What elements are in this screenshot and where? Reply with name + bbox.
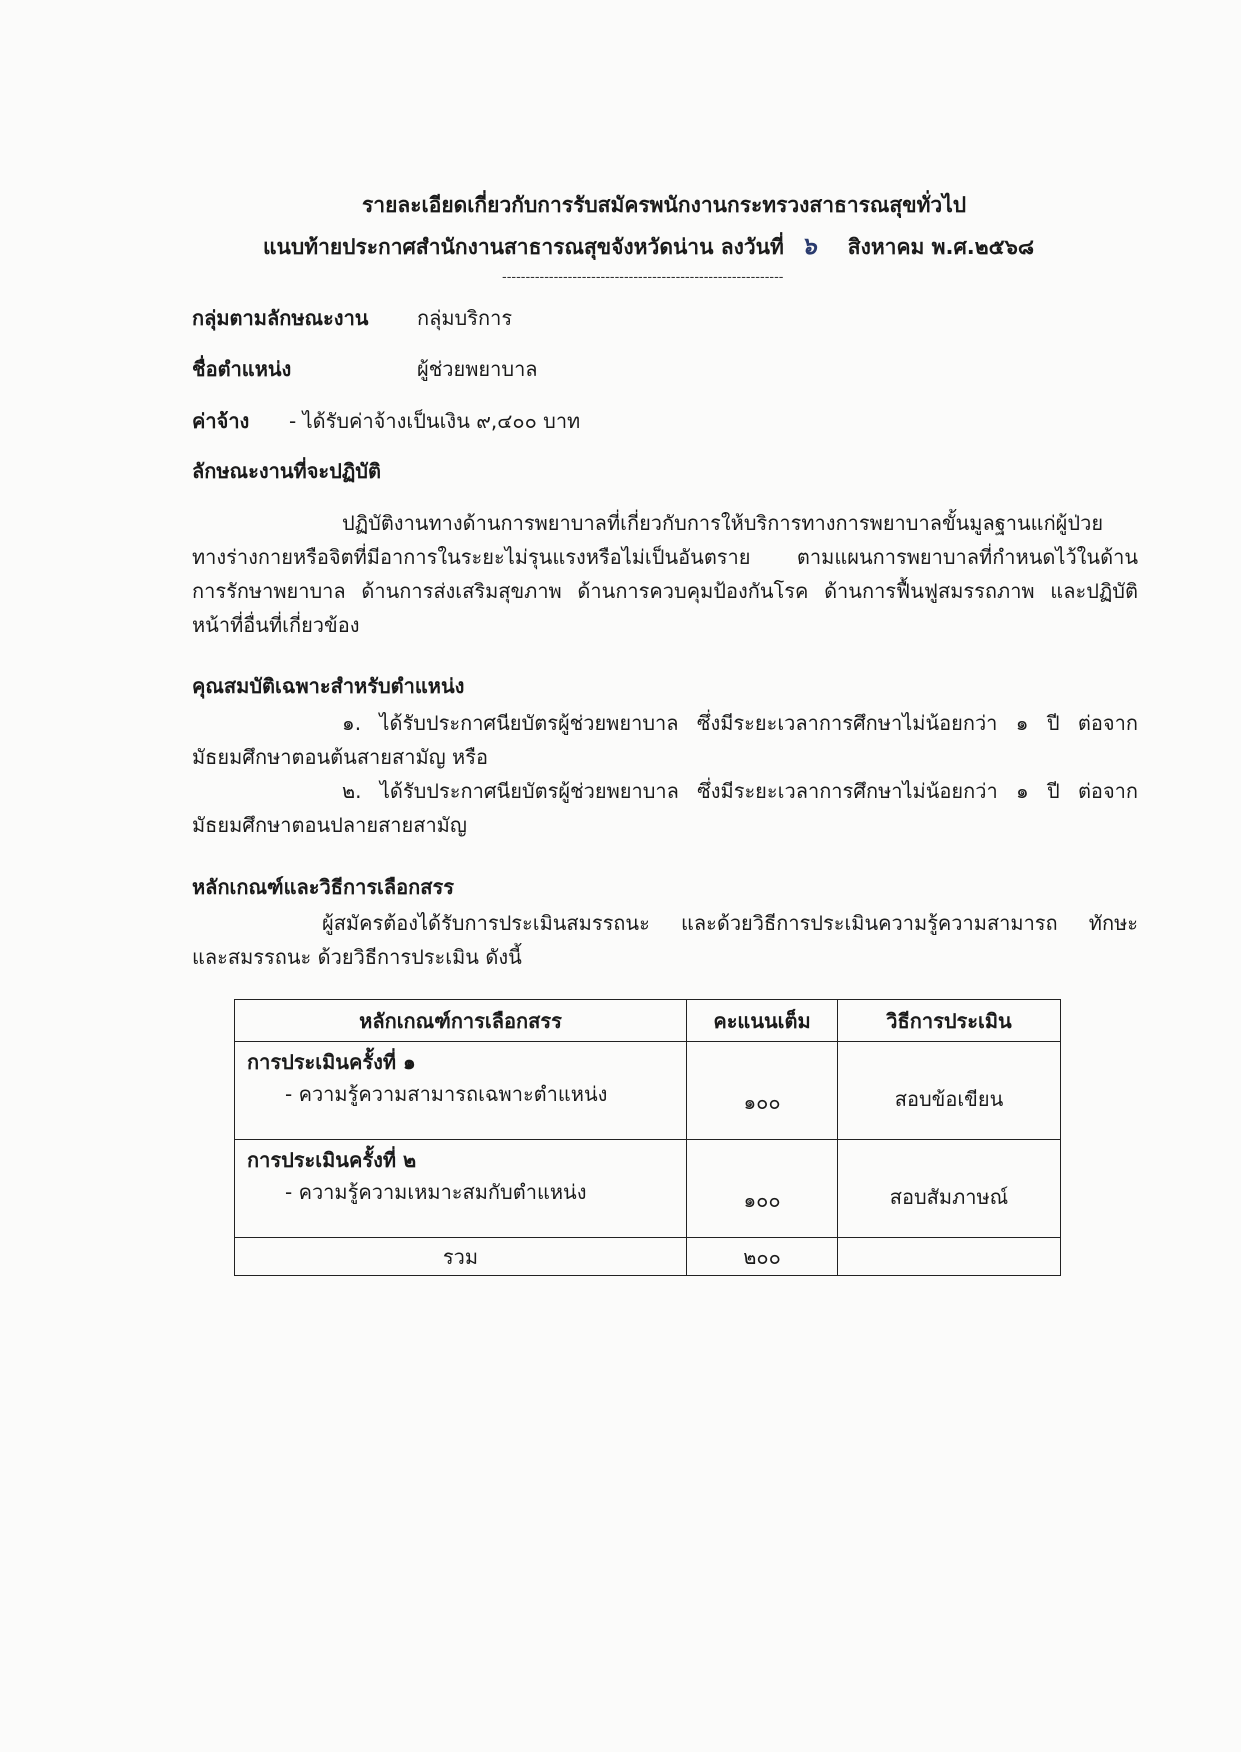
duties-line: ปฏิบัติงานทางด้านการพยาบาลที่เกี่ยวกับการให้บริการทางการพยาบาลขั้นมูลฐานแก่ผู้ป่วย [342,511,1104,535]
qualification-item-1-cont: มัธยมศึกษาตอนต้นสายสามัญ หรือ [192,745,488,769]
selection-heading: หลักเกณฑ์และวิธีการเลือกสรร [192,875,454,899]
total-score: ๒๐๐ [687,1238,838,1276]
duties-line: ทางร่างกายหรือจิตที่มีอาการในระยะไม่รุนแรงหรือไม่เป็นอันตราย ตามแผนการพยาบาลที่กำหนดไว้ในด้าน [192,545,1138,569]
table-row [235,1140,1061,1238]
doc-title-prefix: แนบท้ายประกาศสำนักงานสาธารณสุขจังหวัดน่าน ลงวันที่ [263,235,784,259]
doc-title-suffix: สิงหาคม พ.ศ.๒๕๖๘ [847,235,1035,259]
selection-line: ผู้สมัครต้องได้รับการประเมินสมรรถนะ และด้วยวิธีการประเมินความรู้ความสามารถ ทักษะ [322,911,1138,935]
criteria-table [234,999,1061,1276]
table-total-row [235,1238,1061,1276]
round-2-item: - ความรู้ความเหมาะสมกับตำแหน่ง [285,1180,587,1204]
separator: ------------------------------------------------------------ [502,270,784,285]
duties-line: หน้าที่อื่นที่เกี่ยวข้อง [192,613,360,637]
duties-heading: ลักษณะงานที่จะปฏิบัติ [192,459,381,483]
selection-line: และสมรรถนะ ด้วยวิธีการประเมิน ดังนี้ [192,945,522,969]
doc-title-line2 [263,226,1034,265]
selection-paragraph [192,906,1138,974]
position-value: ผู้ช่วยพยาบาล [417,357,538,381]
round-1-item: - ความรู้ความสามารถเฉพาะตำแหน่ง [285,1082,608,1106]
header-criteria: หลักเกณฑ์การเลือกสรร [235,1000,687,1042]
table-header-row [235,1000,1061,1042]
qualifications-list [192,706,1138,842]
qualification-item-2: ๒. ได้รับประกาศนียบัตรผู้ช่วยพยาบาล ซึ่งมีระยะเวลาการศึกษาไม่น้อยกว่า ๑ ปี ต่อจาก [342,779,1138,803]
round-1-method: สอบข้อเขียน [838,1042,1061,1140]
wage-value: - ได้รับค่าจ้างเป็นเงิน ๙,๔๐๐ บาท [289,409,581,433]
header-full-score: คะแนนเต็ม [687,1000,838,1042]
total-label: รวม [235,1238,687,1276]
qualifications-heading: คุณสมบัติเฉพาะสำหรับตำแหน่ง [192,674,465,698]
group-value: กลุ่มบริการ [417,306,513,330]
group-label: กลุ่มตามลักษณะงาน [192,306,369,330]
duties-line: การรักษาพยาบาล ด้านการส่งเสริมสุขภาพ ด้านการควบคุมป้องกันโรค ด้านการฟื้นฟูสมรรถภาพ และปฏิบัติ [192,579,1138,603]
position-label: ชื่อตำแหน่ง [192,357,292,381]
table-row [235,1042,1061,1140]
round-1-score: ๑๐๐ [687,1042,838,1140]
header-method: วิธีการประเมิน [838,1000,1061,1042]
duties-paragraph [192,506,1138,642]
round-2-method: สอบสัมภาษณ์ [838,1140,1061,1238]
wage-label: ค่าจ้าง [192,409,250,433]
qualification-item-1: ๑. ได้รับประกาศนียบัตรผู้ช่วยพยาบาล ซึ่งมีระยะเวลาการศึกษาไม่น้อยกว่า ๑ ปี ต่อจาก [342,711,1138,735]
round-2-score: ๑๐๐ [687,1140,838,1238]
round-2-title: การประเมินครั้งที่ ๒ [247,1148,417,1172]
round-1-title: การประเมินครั้งที่ ๑ [247,1050,416,1074]
doc-title-line1: รายละเอียดเกี่ยวกับการรับสมัครพนักงานกระทรวงสาธารณสุขทั่วไป [362,193,967,217]
round-2-cell [235,1140,687,1238]
round-1-cell [235,1042,687,1140]
total-method-empty [838,1238,1061,1276]
qualification-item-2-cont: มัธยมศึกษาตอนปลายสายสามัญ [192,813,467,837]
handwritten-day: ๖ [801,231,817,260]
